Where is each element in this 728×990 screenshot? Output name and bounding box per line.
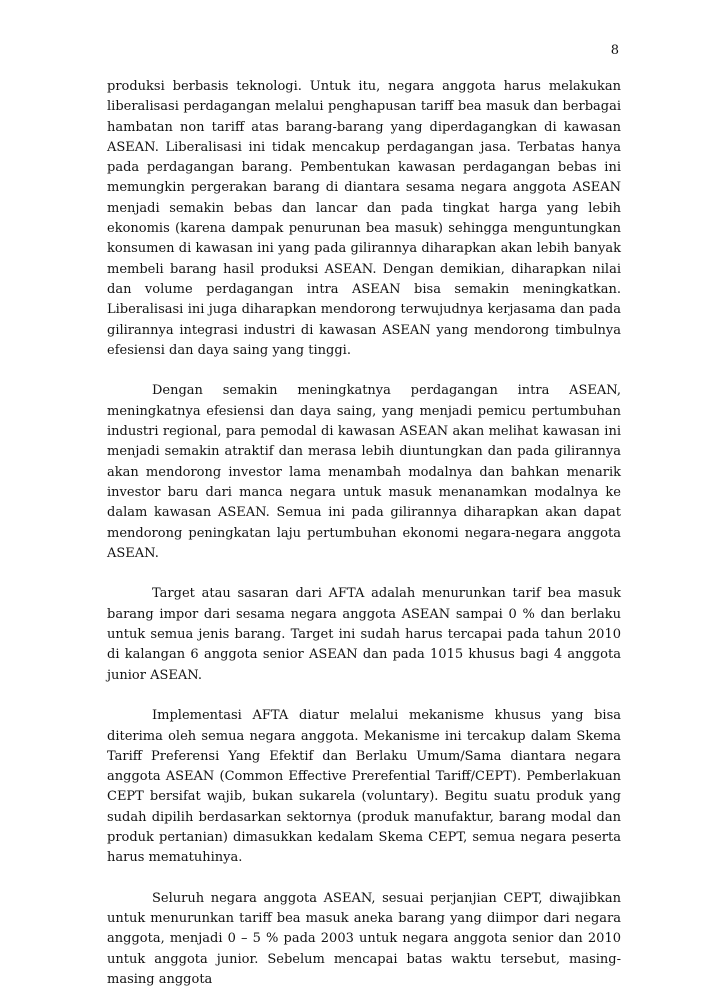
paragraph-3: Target atau sasaran dari AFTA adalah menurunkan tarif bea masuk barang impor dari sesama negara anggota ASEAN sampai 0 % dan berlaku untuk semua jenis barang. Target ini sudah harus tercapai pada tahun 2010 di kalangan 6 anggota senior ASEAN dan pada 1015 khusus bagi 4 anggota junior ASEAN. bbox=[107, 586, 621, 683]
paragraph-2: Dengan semakin meningkatnya perdagangan intra ASEAN, meningkatnya efesiensi dan daya saing, yang menjadi pemicu pertumbuhan industri regional, para pemodal di kawasan ASEAN akan melihat kawasan ini menjadi semakin atraktif dan merasa lebih diuntungkan dan pada gilirannya akan mendorong investor lama menambah modalnya dan bahkan menarik investor baru dari manca negara untuk masuk menanamkan modalnya ke dalam kawasan ASEAN. Semua ini pada gilirannya diharapkan akan dapat mendorong peningkatan laju pertumbuhan ekonomi negara-negara anggota ASEAN. bbox=[107, 383, 621, 561]
paragraph-4: Implementasi AFTA diatur melalui mekanisme khusus yang bisa diterima oleh semua negara anggota. Mekanisme ini tercakup dalam Skema Tariff Preferensi Yang Efektif dan Berlaku Umum/Sama diantara negara anggota ASEAN (Common Effective Prerefential Tariff/CEPT). Pemberlakuan CEPT bersifat wajib, bukan sukarela (voluntary). Begitu suatu produk yang sudah dipilih berdasarkan sektornya (produk manufaktur, barang modal dan produk pertanian) dimasukkan kedalam Skema CEPT, semua negara peserta harus mematuhinya. bbox=[107, 708, 621, 866]
paragraph-1: produksi berbasis teknologi. Untuk itu, negara anggota harus melakukan liberalisasi perdagangan melalui penghapusan tariff bea masuk dan berbagai hambatan non tariff atas barang-barang yang diperdagangkan di kawasan ASEAN. Liberalisasi ini tidak mencakup perdagangan jasa. Terbatas hanya pada perdagangan barang. Pembentukan kawasan perdagangan bebas ini memungkin pergerakan barang di diantara sesama negara anggota ASEAN menjadi semakin bebas dan lancar dan pada tingkat harga yang lebih ekonomis (karena dampak penurunan bea masuk) sehingga menguntungkan konsumen di kawasan ini yang pada gilirannya diharapkan akan lebih banyak membeli barang hasil produksi ASEAN. Dengan demikian, diharapkan nilai dan volume perdagangan intra ASEAN bisa semakin meningkatkan. Liberalisasi ini juga diharapkan mendorong terwujudnya kerjasama dan pada gilirannya integrasi industri di kawasan ASEAN yang mendorong timbulnya efesiensi dan daya saing yang tinggi. bbox=[107, 79, 621, 358]
paragraph-5: Seluruh negara anggota ASEAN, sesuai perjanjian CEPT, diwajibkan untuk menurunkan tariff bea masuk aneka barang yang diimpor dari negara anggota, menjadi 0 – 5 % pada 2003 untuk negara anggota senior dan 2010 untuk anggota junior. Sebelum mencapai batas waktu tersebut, masing-masing anggota bbox=[107, 890, 621, 988]
body-text bbox=[107, 77, 621, 990]
page-number: 8 bbox=[610, 43, 619, 58]
